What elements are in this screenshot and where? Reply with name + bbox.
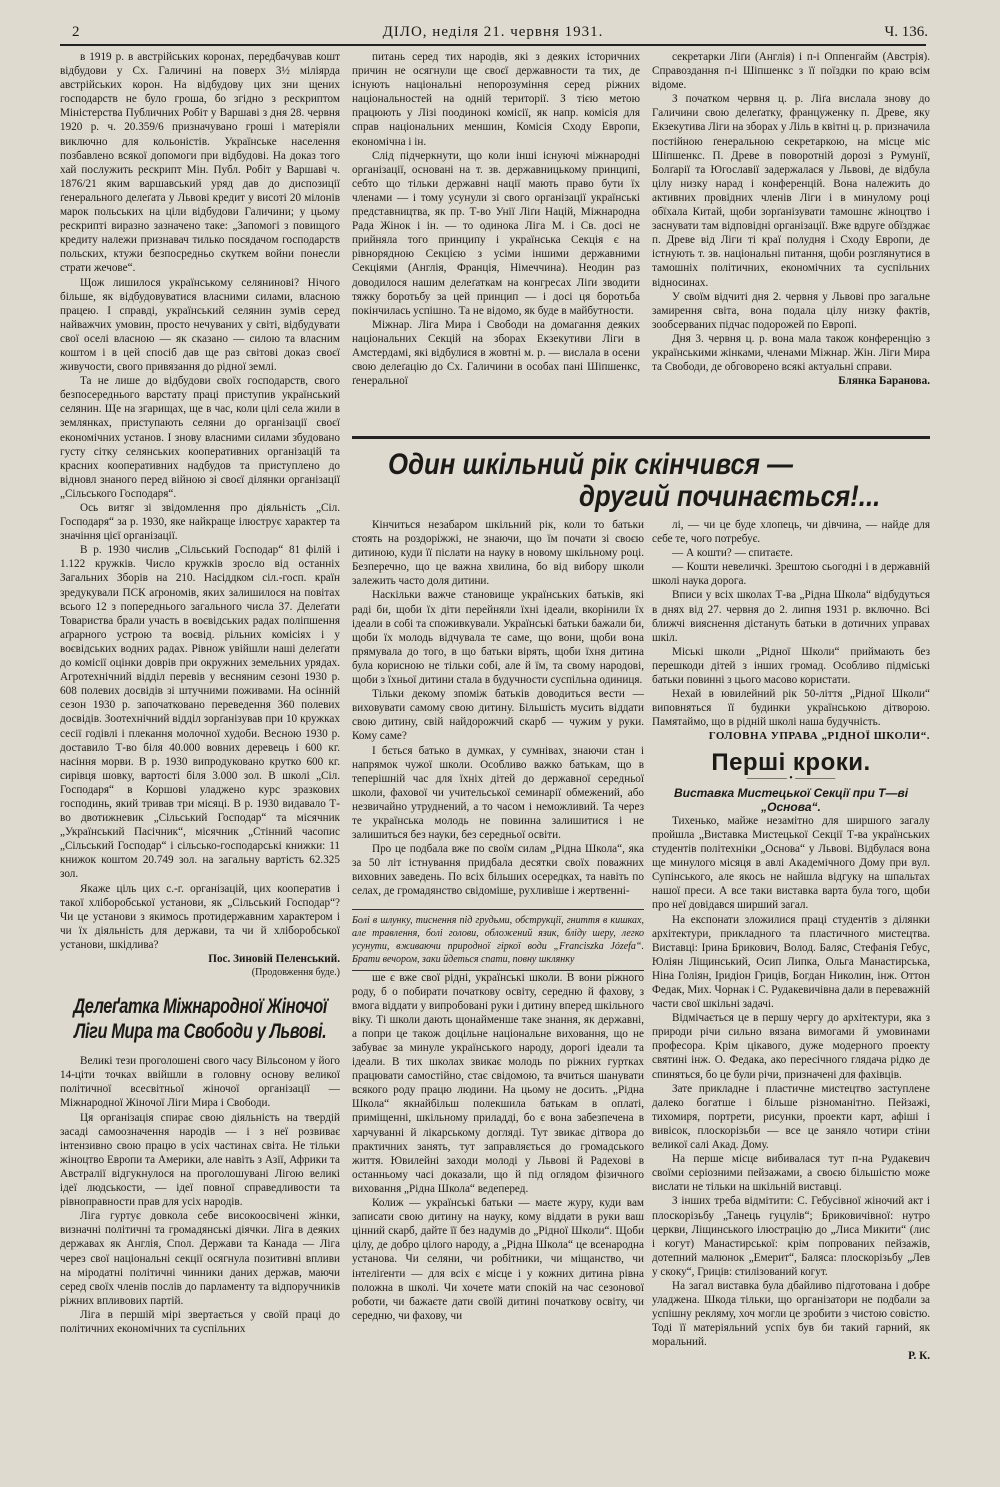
paragraph: Ця організація спирає свою діяльність на твердій засаді самоозначення народів — і з неї розвиває інтензивно свою працю в усіх частинах світа. Не тільки жіноцтво Европи та Америки, але навіть з Азії, Африки та Австралії відгукнулося на проголошувані Лігою великі ідеї людськости, — ідеї повної справедливости та рівноправности прав для усіх народів. <box>60 1111 340 1209</box>
paragraph: Слід підчеркнути, що коли інші існуючі міжнародні організації, основані на т. зв. державницькому принципі, себто що тільки державні нації мають право бути їх членами — і тому усунули зі свого організації українські представництва, як пр. Т-во Унії Ліґи Націй, Міжнародна Рада Жінок і ін. — то одинока Ліга М. і Св. досі не прийняла того принципу і українська Секція є на рівнорядною Секцією з усіми іншими державними Секціями (Англія, Франція, Німеччина). Неодин раз доводилося нашим делеґаткам на конгресах Ліґи зводити тяжку боротьбу за цей принцип — і досі ця боротьба покінчилась успішно. Та не відомо, як буде в майбутности. <box>352 149 640 317</box>
paragraph: Ліга гуртує довкола себе високоосвічені жінки, визначні політичні та громадянські діячки. Ліга в деяких державах як Англія, Спол. Держави та Канада — Ліга через свої національні секції осягнула позитивні впливи на міродатні політичні чинники даних держав, маючи серед своїх членів послів до парламенту та відпоручників ріжних впливових партій. <box>60 1210 340 1307</box>
paragraph: Міжнар. Ліга Мира і Свободи на домагання деяких національних Секцій на зборах Екзекутиви Ліги в Амстердамі, які відбулися в жовтні м. р. — вислала в осени свою делеґацію до Сх. Галичини в особах пані Шіпшенкс, ґенеральної <box>352 318 640 388</box>
divider-ornament: ———— • ———— <box>746 772 836 784</box>
paragraph: Щож лишилося українському селянинові? Нічого більше, як відбудовуватися власними силами, власною працею. І справді, український селянин зумів серед найважчих умовин, просто нечуваних у світі, відбудувати свої оселі власною — як сказано — силою та власним коштом і в цей спосіб дав ще раз світові доказ своєї живучости, свого привязання до рідної землі. <box>60 276 340 374</box>
paragraph: В р. 1930 числив „Сільський Господар“ 81 філій і 1.122 кружків. Число кружків зросло від останніх Загальних Зборів на 210. Насіддком сіл.-госп. країн зредукували ПСК аґрономів, яких залишилося на повітах всього 12 з попереднього загального числа 37. Делеґати Товариства брали участь в воєвідських радах поліпшення аґрарного устрою та воєвід. рільних комісіях і у воєвідських водних радах. Рівнож увійшли наші делеґати до комісії оцінки доврів при окружних земельних урядах. Агротехнічний відділ перевів у весняним сезоні 1930 р. 608 полевих досвідів зі штучними поживами. На осінній сезон 1930 р. започатковано переведення 360 полевих досвідів. Зоотехнічний відділ зорґанізував при 10 кружках сесії годівлі і плекання молочної худоби. Весною 1930 р. доставило Т-во біля 40.000 вовних деревець і 600 кг. насіння морви. В р. 1930 випродуковано крутко 600 кг. сирівця шовку, вартості біля 3.000 зол. В школі „Сіл. Господаря“ в Коршові уладжено курс зразкових господинь, який тривав три місяці. В р. 1930 видавало Т-во двотижневик „Сільський Господар“ та місячник „Український Пасічник“, місячник „Стінний часопис „Сільський Господар“ і сільсько-господарські книжки: 11 книжок коштом 20.749 зол. на загальну вартість 62.325 зол. <box>60 544 340 881</box>
paragraph: ше є вже свої рідні, українські школи. В вони ріжного роду, б о побирати початкову освіту, середню й фахову, з вмога віддати у випробовані руки і дитину вперед шкільного віку. Ті школи дають щонайменше таке знання, як державні, а попри це також доцільне національне виховання, що не забуває за минуле українського народу, дорогі ідеали та ідеали. В тих школах звикає молодь по ріжних гуртках працювати самостійно, стає свідомою, та вчиться шанувати всякого роду працю людини. На цьому не досить. „Рідна Школа“ якнайбільш полекшила батькам в оплаті, приміщенні, шкільному приладді, бо є вона забезпечена в харчуванні й лікарському догляді. Тут звикає дітвора до практичних занять, тут заправляється до громадського життя. Ювилейні заходи молоді у Львові й Радехові в останньому часі доказали, що й під оглядом фізичного виховання „Рідна Школа“ ведеперед. <box>352 971 644 1195</box>
author-signature: ГОЛОВНА УПРАВА „РІДНОЇ ШКОЛИ“. <box>708 730 930 743</box>
paragraph: Міські школи „Рідної Школи“ приймають без перешкоди дітей з інших громад. Особливо підміські батьки повинні з цього масово користати. <box>652 645 930 687</box>
author-signature: Р. К. <box>908 1350 930 1363</box>
paragraph: Відмічається це в першу чергу до архітектури, яка з природи річи сильно вязана вимогами й умовинами професора. Крім цікавого, дуже модерного проекту святині інж. О. Федака, ако пересічного глядача рідко де спиняться, бо це були річи, призначені для фахівців. <box>652 1012 930 1081</box>
column-4 <box>352 518 644 1463</box>
paragraph: На експонати зложилися праці студентів з ділянки архітектури, прикладного та пластичного мистецтва. Виставці: Ірина Брикович, Волод. Баляс, Стефанія Гебус, Юліян Ліщинський, Осип Липка, Ольга Манастирська, Ніна Голіян, Іридіон Гриців, Богдан Николин, інж. Оттон Федак, Мих. Чорнак і С. Рудакевичівна дали в переважній части свої шкільні задачі. <box>652 913 930 1011</box>
headline-line-2: другий починається!... <box>578 480 880 513</box>
headline-line-1: Один шкільний рік скінчився — <box>388 448 793 481</box>
header-rule <box>60 44 926 46</box>
column-3-top <box>652 50 930 432</box>
paragraph: Тільки декому зпоміж батьків доводиться вести — виховувати самому свою дитину. Більшість мусить віддати свою дитину, свій найдорожчий скарб — чужим у руки. Кому саме? <box>352 688 644 743</box>
paragraph: Вписи у всіх школах Т-ва „Рідна Школа“ відбудуться в днях від 27. червня до 2. липня 1931 р. включно. Всі ближчі вияснення дістануть батьки в дотичних управах шкіл. <box>652 589 930 644</box>
column-2-top <box>352 50 640 432</box>
paragraph: Дня 3. червня ц. р. вона мала також конференцію з українськими жінками, членами Міжнар. Жін. Ліги Мира та Свободи, де обговорено всякі актуальні справи. <box>652 332 930 374</box>
section-rule <box>352 436 930 439</box>
page-number: 2 <box>72 24 80 40</box>
paragraph: секретарки Ліґи (Англія) і п-і Оппенгайм (Австрія). Справоздання п-і Шіпшенкс з її поїздки по краю всім відоме. <box>652 51 930 92</box>
paragraph: На перше місце вибивалася тут п-на Рудакевич своїми серіозними пейзажами, а своєю більшістю може вислати не тільки на шкільній виставці. <box>652 1153 930 1194</box>
author-signature: Пос. Зиновій Пеленський. <box>208 953 340 965</box>
article-title: Делеґатка Міжнародної Жіночої Ліги Мира та Свободи у Львові. <box>73 995 327 1044</box>
paragraph: На загал виставка була дбайливо підготована і добре уладжена. Шкода тільки, що організатори не подбали за успішну рекляму, хоч могли це зробити з чистою совістю. Тоді її матеріяльний успіх був би такий гарний, як моральний. <box>652 1279 930 1349</box>
column-5 <box>652 518 930 1463</box>
column-1 <box>60 50 340 1460</box>
paragraph: в 1919 р. в австрійських коронах, передбачував кошт відбудови у Сх. Галичині на поверх 3½ міліярда австрійських корон. На відбудову цих зни щених господарств не було гроша, бо згідно з рескриптом Міністерства Публичних Робіт у Варшаві з дня 28. червня 1920 р. ч. 20.359/6 призначувано гроші і матеріяли виключно для кольоністів. Українське населення позбавлено всякої допомоги при відбудові. На доказ того хай послужить рескрипт Мін. Публ. Робіт у Варшаві ч. 1876/21 яким варшавський уряд дав до диспозиції ґенерального делеґата у Львові кредит у висоті 20 мілонів марок польських на ціли відбудови Галичини; у цьому рескрипті виразно зазначено таке: „Запомогі з повищого кредиту належи признавач тилько посядачом господарств польских, ктужи безпосредньо скуткем войни понесли страти жечове“. <box>60 51 340 275</box>
paragraph: У своїм відчиті дня 2. червня у Львові про загальне замирення світа, вона подала цілу низку фактів, зообсерваних підчас подорожей по Европі. <box>652 290 930 331</box>
paragraph: питань серед тих народів, які з деяких історичних причин не осягнули ще своєї державности та тих, де існують національні непорозуміння серед ріжних національностей на одній території. З тією метою працюють у Лізі поодинокі комісії, як напр. комісія для справ національних меншин, Комісія Сходу Европи, економічна і ін. <box>352 51 640 148</box>
paragraph: — Кошти невеличкі. Зрештою сьогодні і в державній школі наука дорога. <box>652 561 930 588</box>
paragraph: Та не лише до відбудови своїх господарств, свого безпосереднього варстату праці приступив український селянин. Ще на згарищах, ще в час, коли цілі села жили в землянках, приступають селяни до організації своєї економічних установ. І знову власними силами збудовано густу сітку селянських кооперативних організацій та красних кооперативних надбудов та приступлено до відновл знаного перед війною зі своєї ділянки організації „Сільського Господаря“. <box>60 375 340 500</box>
paragraph: З інших треба відмітити: С. Гебусівної жіночий акт і плоскорізьбу „Танець гуцулів“; Бриковичівної: нутро церкви, Ліщинського ілюстрацію до „Лиса Микити“ (лис і когут) Манастирської: крім попрованих пейзажів, дотепний малюнок „Емерит“, Баляса: плоскорізьбу „Лев у скоку“, Гриців: стилізований когут. <box>652 1195 930 1278</box>
article-title: Перші кроки. <box>711 748 871 776</box>
continued-note: (Продовження буде.) <box>251 967 340 979</box>
paragraph: Колиж — українські батьки — маєте журу, куди вам записати свою дитину на науку, кому віддати в руки ваш цінний скарб, дайте її без надумів до „Рідної Школи“. Щоби цілу, де добро цілого народу, а „Рідна Школа“ це всенародна установа. Чи селяни, чи робітники, чи міщанство, чи інтеліґенти — для всіх є місце і у кожних дитина рівна положна в школі. Чи хочете мати спокій на час сезонової роботи, чи бажаєте дати своїй дитині початкову освіту, чи середню, чи фахову, чи <box>352 1197 644 1322</box>
paragraph: З початком червня ц. р. Ліґа вислала знову до Галичини свою делеґатку, француженку п. Древе, яку Екзекутива Ліги на зборах у Ліль в квітні ц. р. призначила постійною ґенеральною секретаркою, на місце міс Шіпшенкс. П. Древе в поворотній дорозі з Румунії, Болґарії та Югославії задержалася у Львові, де відбула цілу низку нарад і конференцій. Вона належить до активних провідних членів Ліги і в минулому році обїхала Китай, щоби зорґанізувати тамошнє жіноцтво і заснувати там відповідні організації. Вже вдруге обїзджає п. Древе від Ліги ті краї полудня і Сходу Европи, де істнують т. зв. національні питання, щоби розглянутися в тамошніх політичних, економічних та суспільних відносинах. <box>652 93 930 289</box>
paragraph: Нехай в ювилейний рік 50-ліття „Рідної Школи“ виповняться її будинки українською дітворою. Памятаймо, що в рідній школі наша будучність. <box>652 688 930 729</box>
paragraph: лі, — чи це буде хлопець, чи дівчина, — найде для себе те, чого потребує. <box>652 519 930 546</box>
paragraph: Кінчиться незабаром шкільний рік, коли то батьки стоять на роздоріжжі, не знаючи, що їм почати зі своєю дитиною, куди її післати на науку в новому шкільному році. Безперечно, що це важна хвилина, бо від вибору школи залежить часто доля дитини. <box>352 519 644 588</box>
paragraph: Ось витяг зі звідомлення про діяльність „Сіл. Господаря“ за р. 1930, яке найкраще ілюструє характер та значіння цієї організації. <box>60 502 340 543</box>
author-signature: Блянка Баранова. <box>838 375 930 388</box>
paragraph: Наскільки важче становище українських батьків, які раді би, щоби їх діти перейняли їхні ідеали, вкорінили їх ідеали в собі та споживкували. Українські батьки бажали би, щоби їх молодь відчувала те саме, що вони, щоби вона прямувала до того, в що батьки вірять, щоби їхня дитина була корисною не тільки собі, але й їм, та свому народові, щоби з їхньої дитини стала в будучности суспільна одиниця. <box>352 589 644 687</box>
issue-number: Ч. 136. <box>884 24 928 40</box>
paragraph: Зате прикладне і пластичне мистецтво заступлене далеко богатше і більше різноманітно. Пейзажі, тихомиря, портрети, рисунки, проекти карт, афіші і вивісок, плоскорізьби — все це заняло чотири стіни великої салі Акад. Дому. <box>652 1082 930 1152</box>
masthead: ДІЛО, неділя 21. червня 1931. <box>382 24 604 40</box>
paragraph: — А кошти? — спитаєте. <box>672 547 793 560</box>
advertisement: Болі в шлунку, тиснення під грудьми, обструкції, гниття в кишках, але травлення, болі голови, обложений язик, бліду шеру, легко усунути, вживаючи природної гіркої води „Franciszka Józefa“. Брати вечором, заки йдеться спати, повну шклянку <box>352 909 644 971</box>
article-subtitle: Виставка Мистецької Секції при Т—ві „Основа“. <box>673 785 909 814</box>
paragraph: Якаже ціль цих с.-г. організацій, цих кооператив і такої хліборобської установи, як „Сільський Господар“? Чи це установи з якимось протидержавним характером і чи їх діяльність для держави, та чи й хліборобської установи, шкідлива? <box>60 882 340 951</box>
paragraph: І бється батько в думках, у сумнівах, знаючи стан і напрямок чужої школи. Особливо важко батькам, що в теперішній час для їхніх дітей до державної середньої школи, фахової чи учительської семинарії обмежений, або незвичайно утруднений, а то часом і неможливий. Та через те українська молодь не повинна залишитися і не залишиться без науки, без середньої освіти. <box>352 744 644 842</box>
page-header <box>58 22 928 44</box>
paragraph: Великі тези проголошені свого часу Вільсоном у його 14-ціти точках ввійшли в головну основу великої політичної всесвітньої жіночої організації — Міжнародної Жіночої Ліги Мира і Свободи. <box>60 1055 340 1110</box>
headline <box>352 446 930 512</box>
paragraph: Про це подбала вже по своїм силам „Рідна Школа“, яка за 50 літ істнування придбала десятки своїх поважних виховних заведень. По всіх більших осередках, та навіть по селах, де громадянство свідоміше, рухливіше і жертвенні- <box>352 843 644 898</box>
paragraph: Тихенько, майже незамітно для ширшого загалу пройшла „Виставка Мистецької Секції Т-ва українських студентів політехніки „Основа“ у Львові. Відбулася вона ще минулого місяця в авлі Академічного Дому при вул. Супінського, але якось не найшла відгуку на шпальтах нашої преси. А все таки виставка варта була того, щоби про неї довідався ширший загал. <box>652 814 930 912</box>
paragraph: Ліга в першій мірі звертається у своїй праці до політичних економічних та суспільних <box>60 1308 340 1335</box>
